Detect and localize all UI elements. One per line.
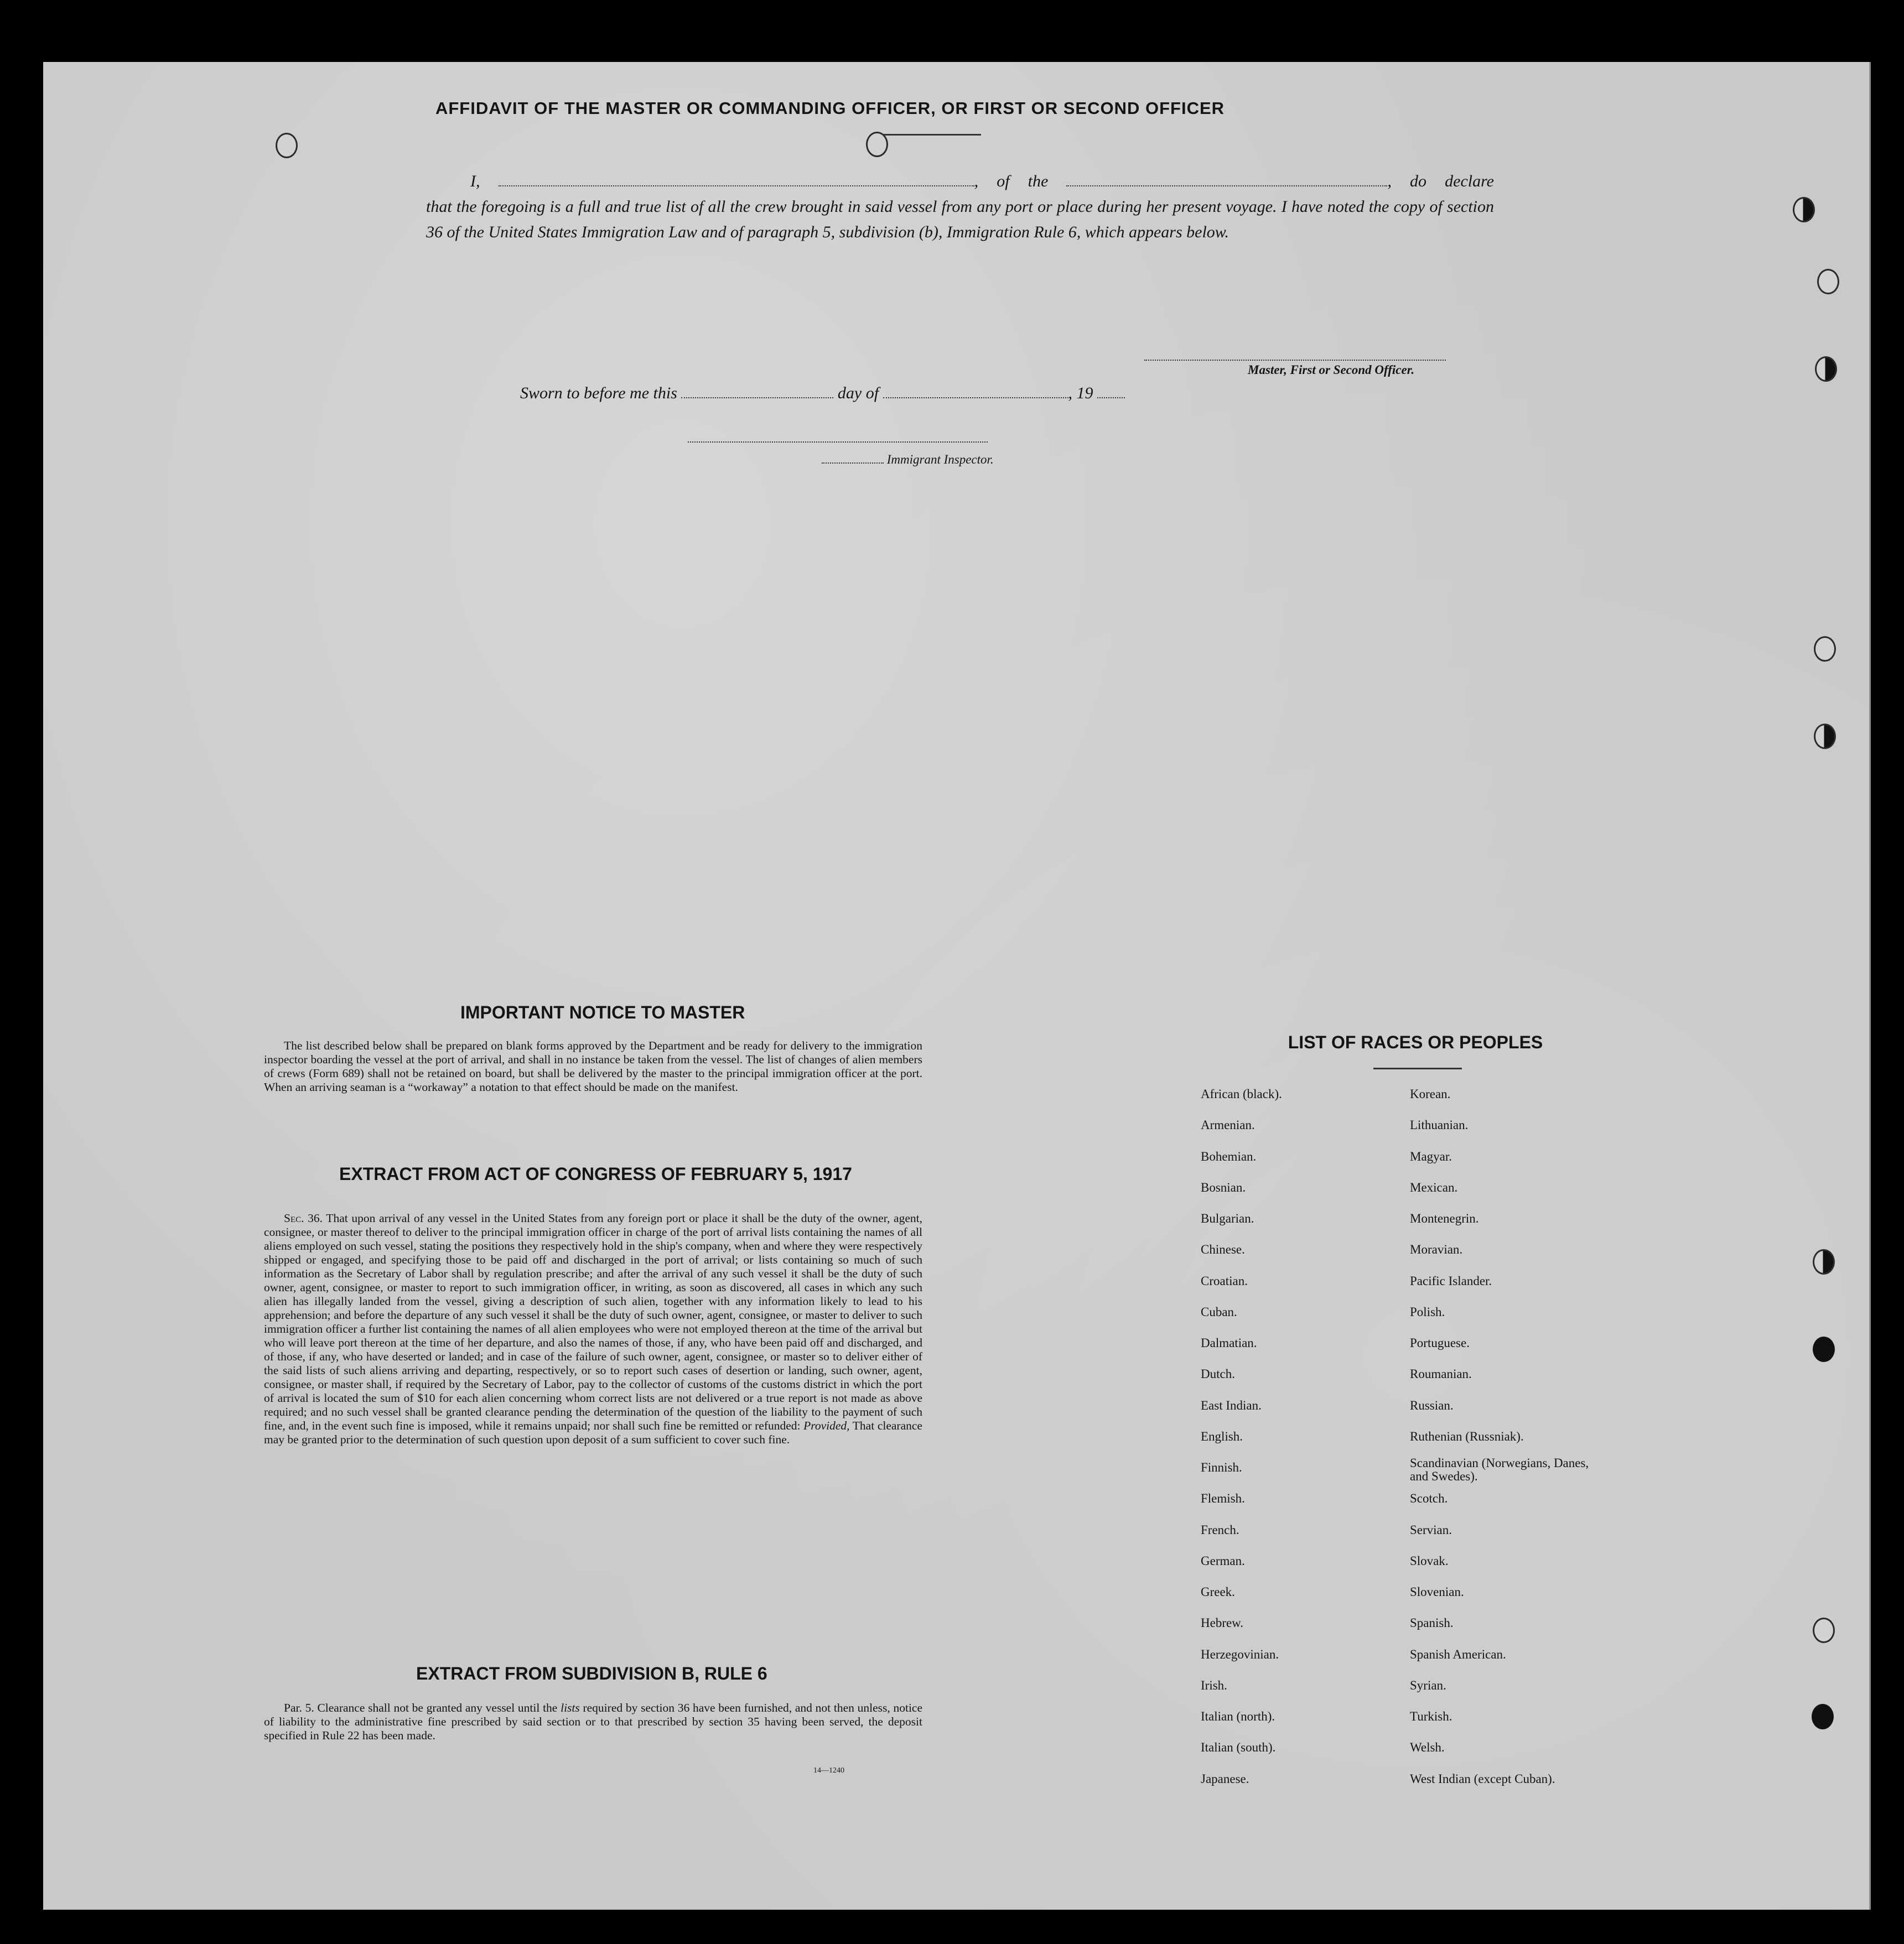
punch-hole [1812, 1704, 1834, 1729]
race-item: Dutch. [1201, 1367, 1235, 1381]
race-item: Turkish. [1410, 1709, 1452, 1723]
race-item: Montenegrin. [1410, 1212, 1479, 1225]
race-item: Dalmatian. [1201, 1336, 1257, 1350]
act-text-1: That upon arrival of any vessel in the United States from any foreign port or place it shall be the duty of the owner, agent, consignee, or master thereof to deliver to the principal immigration officer in charge of the port of arrival lists containing the names of all aliens employed on such vessel, stating the positions they respectively hold in the ship's company, when and where they were respectively shipped or engaged, and specifying those to be paid off and discharged in the port of arrival; or lists containing so much of such information as the Secretary of Labor shall by regulation prescribe; and after the arrival of any such vessel it shall be the duty of such owner, agent, consignee, or master to report to such immigration officer, in writing, as soon as discovered, all cases in which any such alien has illegally landed from the vessel, giving a description of such alien, together with any information likely to lead to his apprehension; and before the departure of any such vessel it shall be the duty of such owner, agent, consignee, or master to deliver to such immigration officer a further list containing the names of all alien employees who were not employed thereon at the time of the arrival but who will leave port thereon at the time of her departure, and also the names of those, if any, who have been paid off and discharged, and of those, if any, who have deserted or landed; and in case of the failure of such owner, agent, consignee, or master so to deliver either of the said lists of such aliens arriving and departing, respectively, or so to report such cases of desertion or landing, such owner, agent, consignee, or master shall, if required by the Secretary of Labor, pay to the collector of customs of the customs district in which the port of arrival is located the sum of $10 for each alien concerning whom correct lists are not delivered or a true report is not made as above required; and no such vessel shall be granted clearance pending the determination of the question of the liability to the payment of such fine, and, in the event such fine is imposed, while it remains unpaid; nor shall such fine be remitted or refunded: [264, 1212, 922, 1432]
punch-hole [1817, 269, 1839, 294]
race-item: Spanish American. [1410, 1647, 1506, 1661]
race-item: Slovenian. [1410, 1585, 1464, 1599]
race-item: East Indian. [1201, 1398, 1262, 1412]
race-item: Irish. [1201, 1678, 1227, 1692]
race-item: Hebrew. [1201, 1616, 1244, 1630]
race-item: Italian (north). [1201, 1709, 1275, 1723]
sworn-year: , 19 [1068, 384, 1093, 402]
inspector-caption-line [822, 453, 994, 467]
declaration-body: that the foregoing is a full and true list of all the crew brought in said vessel from any port or place during her present voyage. I have noted the copy of section 36 of the United States Immigration Law and of paragraph 5, subdivision (b), Immigration Rule 6, which appears below. [426, 197, 1494, 241]
race-item: Scandinavian (Norwegians, Danes, and Swedes). [1410, 1456, 1589, 1483]
race-item: Cuban. [1201, 1304, 1237, 1319]
race-item: Pacific Islander. [1410, 1274, 1492, 1288]
race-item: Syrian. [1410, 1678, 1446, 1692]
declaration-of-the: , of the [974, 172, 1049, 190]
rule-text-2: required by section 36 have been furnished, and not then unless, notice of liability to the administrative fine prescribed by said section or to that prescribed by section 35 having been served, the deposit specified in Rule 22 has been made. [264, 1701, 923, 1742]
race-item: Ruthenian (Russniak). [1410, 1429, 1524, 1443]
race-item: Chinese. [1201, 1243, 1245, 1257]
race-item: Servian. [1410, 1522, 1452, 1537]
affidavit-declaration [426, 169, 1494, 245]
sworn-line [520, 384, 1125, 403]
race-item: Korean. [1410, 1087, 1451, 1101]
race-item: Finnish. [1201, 1460, 1242, 1474]
race-item: Bulgarian. [1201, 1212, 1254, 1225]
races-left-column [1201, 1079, 1282, 1795]
act-text-2: That clearance may be granted prior to the determination of such question upon deposit of a sum sufficient to cover such fine. [264, 1419, 922, 1446]
race-item: Welsh. [1410, 1740, 1445, 1755]
punch-hole [1793, 197, 1815, 222]
race-item: Bosnian. [1201, 1180, 1246, 1194]
punch-hole [1813, 1249, 1835, 1275]
race-item: Bohemian. [1201, 1149, 1257, 1163]
declaration-do-declare: , do declare [1387, 172, 1494, 190]
race-item: Lithuanian. [1410, 1118, 1469, 1132]
provided-word: Provided, [803, 1419, 850, 1432]
vessel-blank [1066, 185, 1387, 186]
inspector-caption: Immigrant Inspector. [886, 453, 994, 466]
rule-text-1: Par. 5. Clearance shall not be granted any vessel until the [284, 1701, 558, 1714]
inspector-signature-line [688, 441, 988, 443]
notice-title: IMPORTANT NOTICE TO MASTER [460, 1002, 745, 1022]
punch-hole [1814, 724, 1836, 749]
sworn-year-blank [1097, 397, 1125, 398]
race-item: Herzegovinian. [1201, 1647, 1279, 1661]
race-item: Armenian. [1201, 1118, 1255, 1132]
race-item: Polish. [1410, 1304, 1445, 1319]
affidavit-title: AFFIDAVIT OF THE MASTER OR COMMANDING OFFICER, OR FIRST OR SECOND OFFICER [435, 98, 1225, 118]
race-item: Greek. [1201, 1585, 1235, 1599]
race-item: Magyar. [1410, 1149, 1452, 1163]
races-right-column [1410, 1079, 1609, 1795]
race-item: Moravian. [1410, 1243, 1463, 1257]
race-item: Italian (south). [1201, 1740, 1276, 1755]
race-item: Russian. [1410, 1398, 1454, 1412]
form-code: 14—1240 [813, 1766, 844, 1775]
race-item: Portuguese. [1410, 1336, 1470, 1350]
race-item: Mexican. [1410, 1180, 1458, 1194]
race-item: English. [1201, 1429, 1243, 1443]
punch-hole [1814, 636, 1836, 662]
sworn-month-blank [883, 397, 1068, 398]
sec-label: Sec. 36. [284, 1212, 323, 1225]
sworn-day-blank [681, 397, 833, 398]
race-item: Roumanian. [1410, 1367, 1472, 1381]
punch-hole [1813, 1618, 1835, 1643]
races-title-rule [1373, 1068, 1462, 1069]
rule-extract-title: EXTRACT FROM SUBDIVISION B, RULE 6 [416, 1664, 767, 1683]
race-item: French. [1201, 1522, 1239, 1537]
declaration-i: I, [470, 172, 480, 190]
race-item: Flemish. [1201, 1491, 1245, 1506]
act-extract-body [264, 1212, 922, 1447]
race-item: Scotch. [1410, 1491, 1448, 1506]
race-item: Spanish. [1410, 1616, 1454, 1630]
rule-extract-body [264, 1701, 922, 1743]
punch-hole [1815, 356, 1837, 382]
races-title: LIST OF RACES OR PEOPLES [1288, 1032, 1543, 1052]
sworn-prefix: Sworn to before me this [520, 384, 677, 402]
race-item: West Indian (except Cuban). [1410, 1771, 1555, 1786]
race-item: German. [1201, 1553, 1245, 1568]
inspector-blank [822, 462, 884, 464]
race-item: Croatian. [1201, 1274, 1248, 1288]
notice-body: The list described below shall be prepared on blank forms approved by the Department and be ready for delivery to the immigration inspector boarding the vessel at the port of arrival, and shall in no instance be taken from the vessel. The list of changes of alien members of crews (Form 689) shall not be retained on board, but shall be delivered by the master to the principal immigration officer at the port. When an arriving seaman is a “workaway” a notation to that effect should be made on the manifest. [264, 1039, 922, 1094]
name-blank [499, 185, 974, 186]
punch-hole [1813, 1337, 1835, 1362]
master-signature-caption: Master, First or Second Officer. [1248, 363, 1415, 377]
sworn-day-of: day of [837, 384, 879, 402]
lists-word: lists [561, 1701, 580, 1714]
race-item: Japanese. [1201, 1771, 1249, 1786]
punch-hole [276, 133, 298, 158]
master-signature-line [1144, 360, 1446, 361]
act-extract-title: EXTRACT FROM ACT OF CONGRESS OF FEBRUARY 5, 1917 [339, 1164, 852, 1184]
race-item: Slovak. [1410, 1553, 1449, 1568]
title-rule [883, 134, 981, 136]
race-item: African (black). [1201, 1087, 1282, 1101]
